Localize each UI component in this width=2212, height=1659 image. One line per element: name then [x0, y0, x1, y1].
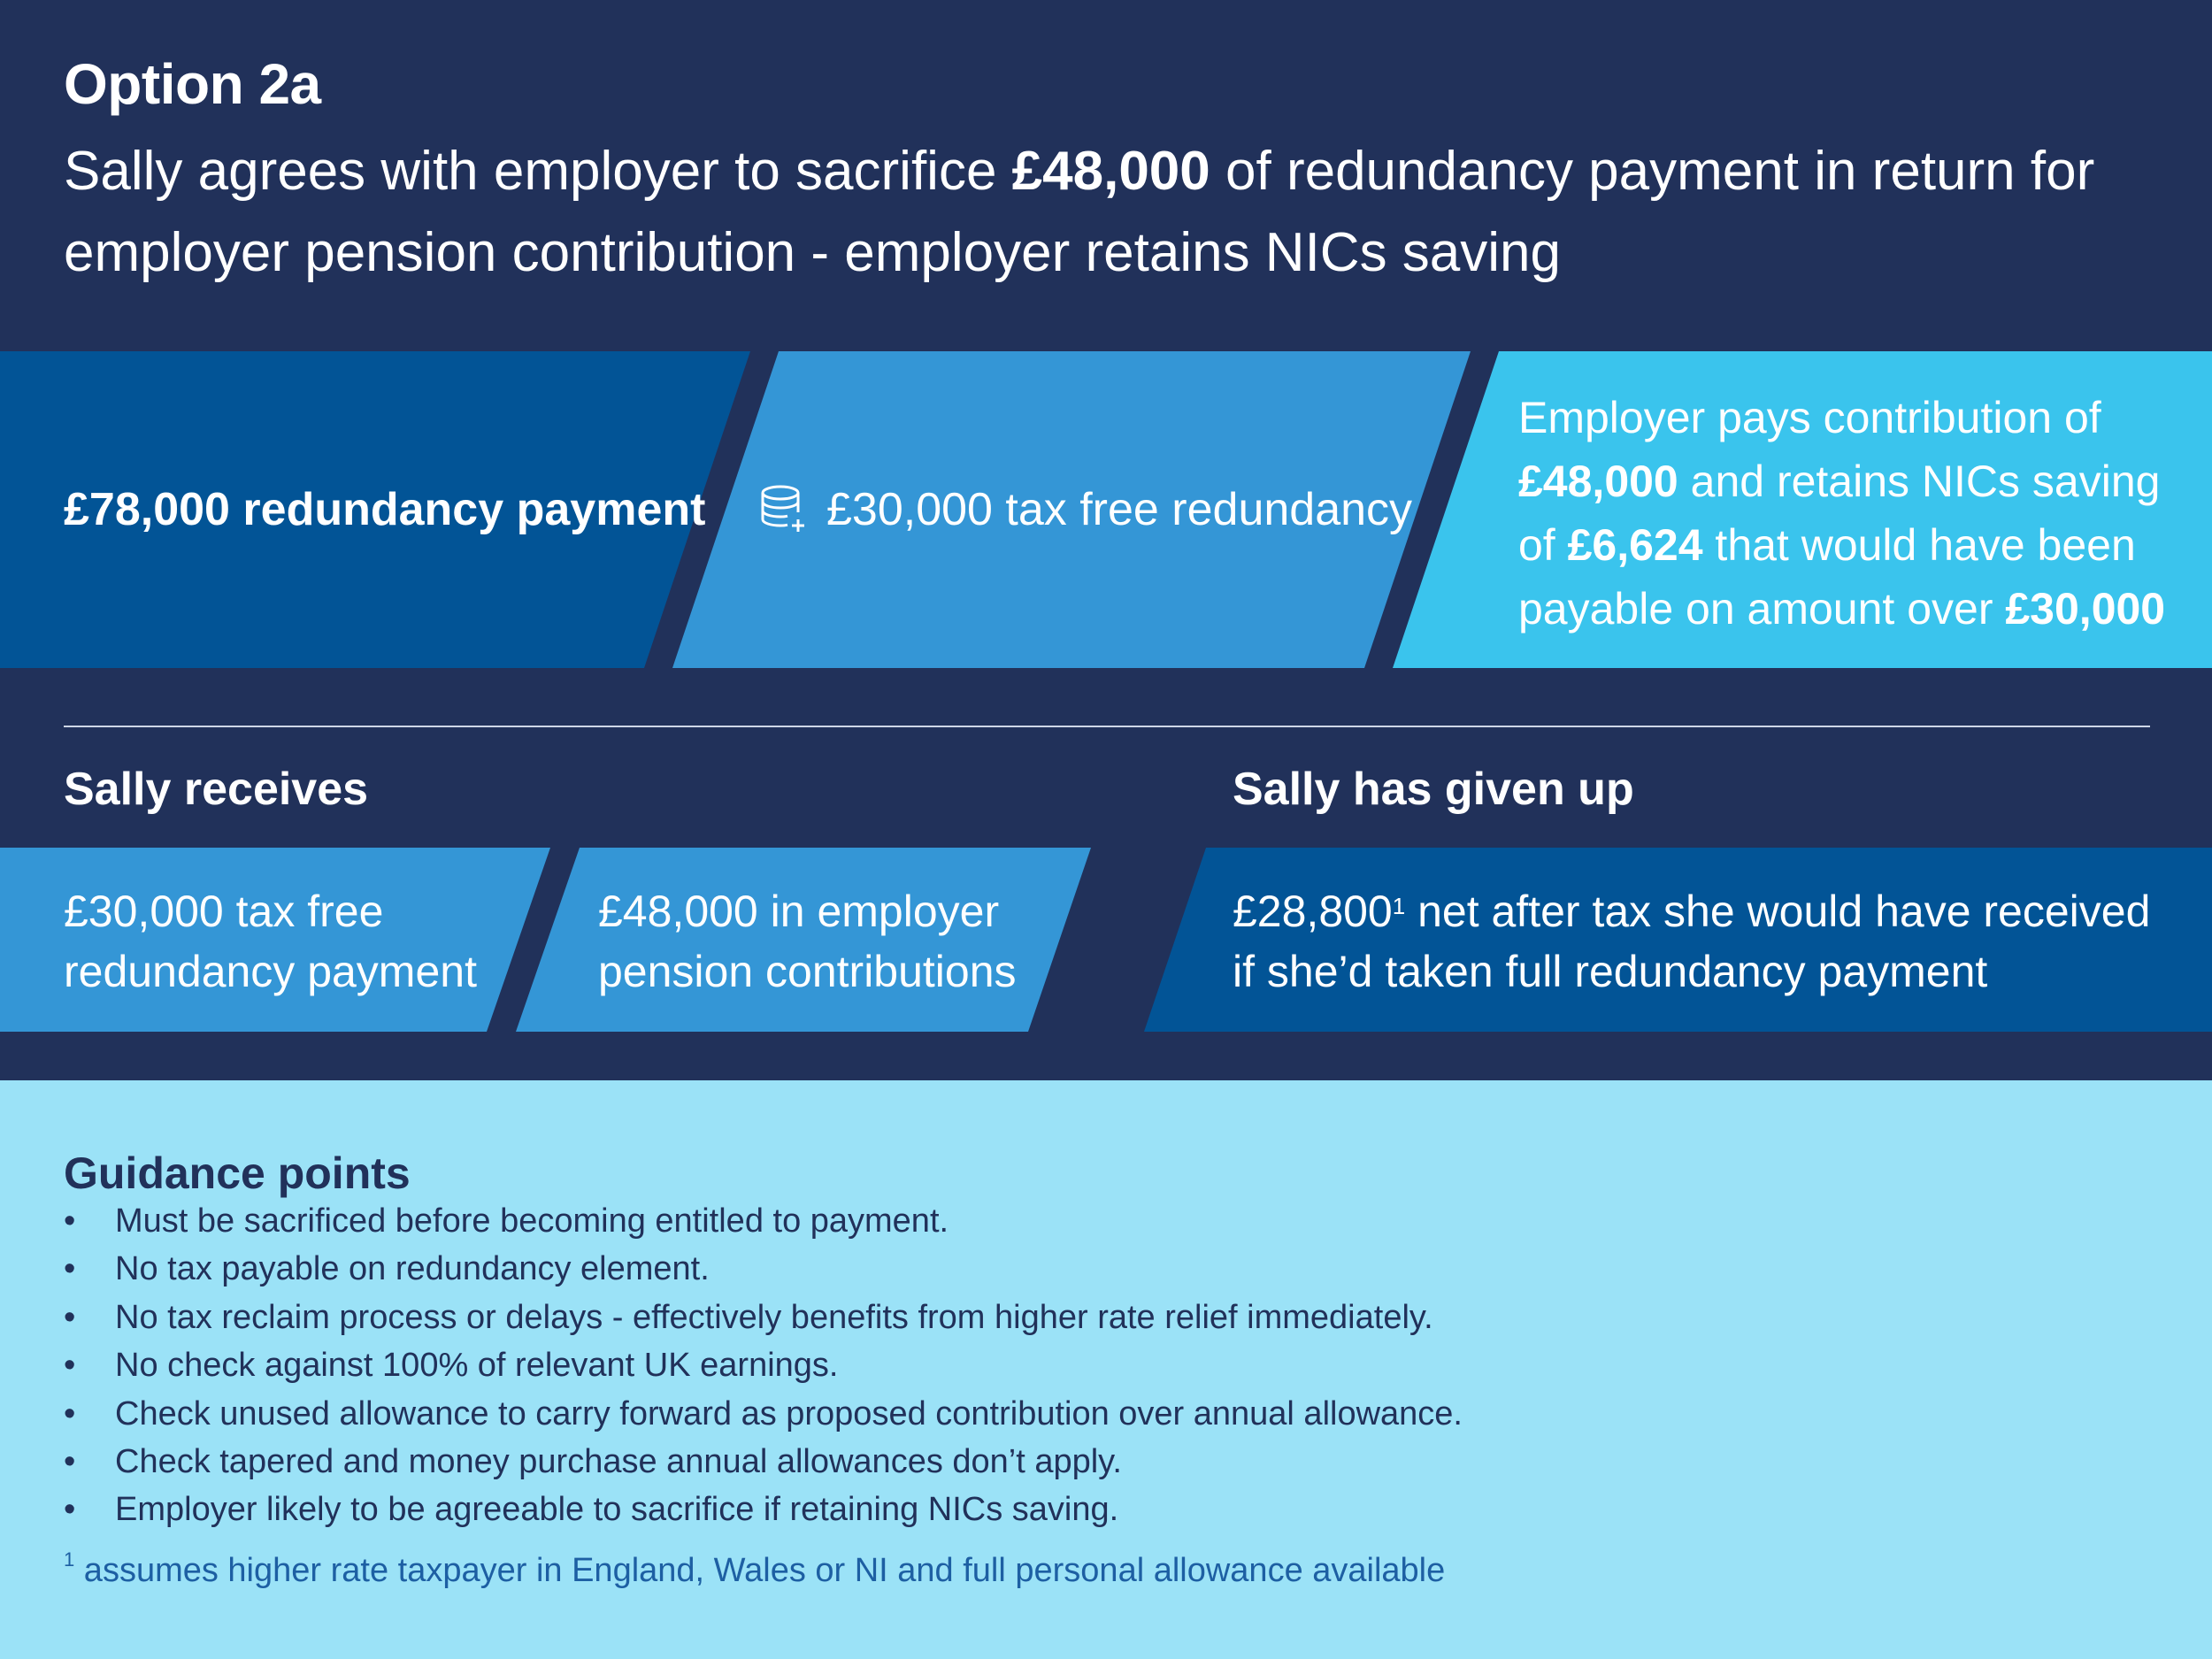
guidance-section [0, 1080, 2212, 1659]
option-label: Option 2a [64, 52, 321, 116]
employer-contribution-text: Employer pays contribution of £48,000 and retains NICs saving of £6,624 that would have been payable on amount over £30,000 [1518, 393, 2166, 634]
section-divider [64, 726, 2150, 727]
redundancy-payment-text: £78,000 redundancy payment [64, 484, 706, 535]
given-up-text: £28,800$^1$ net after tax she would have received if she’d taken full redundancy payment [1233, 887, 2151, 996]
list-item: • No check against 100% of relevant UK earnings. [64, 1347, 839, 1385]
list-item: • Check unused allowance to carry forward as proposed contribution over annual allowance. [64, 1394, 1463, 1432]
list-item: • No tax payable on redundancy element. [64, 1250, 710, 1288]
receives-taxfree-text: £30,000 tax free redundancy payment [64, 887, 477, 996]
scenario-description: Sally agrees with employer to sacrifice £48,000 of redundancy payment in return for employer pension contribution - employer retains NICs saving [64, 141, 2095, 283]
list-item: • Must be sacrificed before becoming entitled to payment. [64, 1202, 949, 1240]
list-item: • Employer likely to be agreeable to sacrifice if retaining NICs saving. [64, 1491, 1119, 1529]
guidance-list [64, 1197, 1463, 1534]
receives-heading: Sally receives [64, 764, 369, 815]
receives-pension-text: £48,000 in employer pension contributions [598, 887, 1017, 996]
taxfree-redundancy-text: £30,000 tax free redundancy [759, 478, 1412, 541]
list-item: • Check tapered and money purchase annual allowances don’t apply. [64, 1442, 1122, 1480]
given-up-heading: Sally has given up [1233, 764, 1634, 815]
footnote: $^1$ assumes higher rate taxpayer in England, Wales or NI and full personal allowance available [64, 1548, 1446, 1589]
list-item: • No tax reclaim process or delays - effectively benefits from higher rate relief immediately. [64, 1298, 1433, 1336]
coins-plus-icon [759, 484, 810, 535]
guidance-title: Guidance points [64, 1148, 411, 1198]
